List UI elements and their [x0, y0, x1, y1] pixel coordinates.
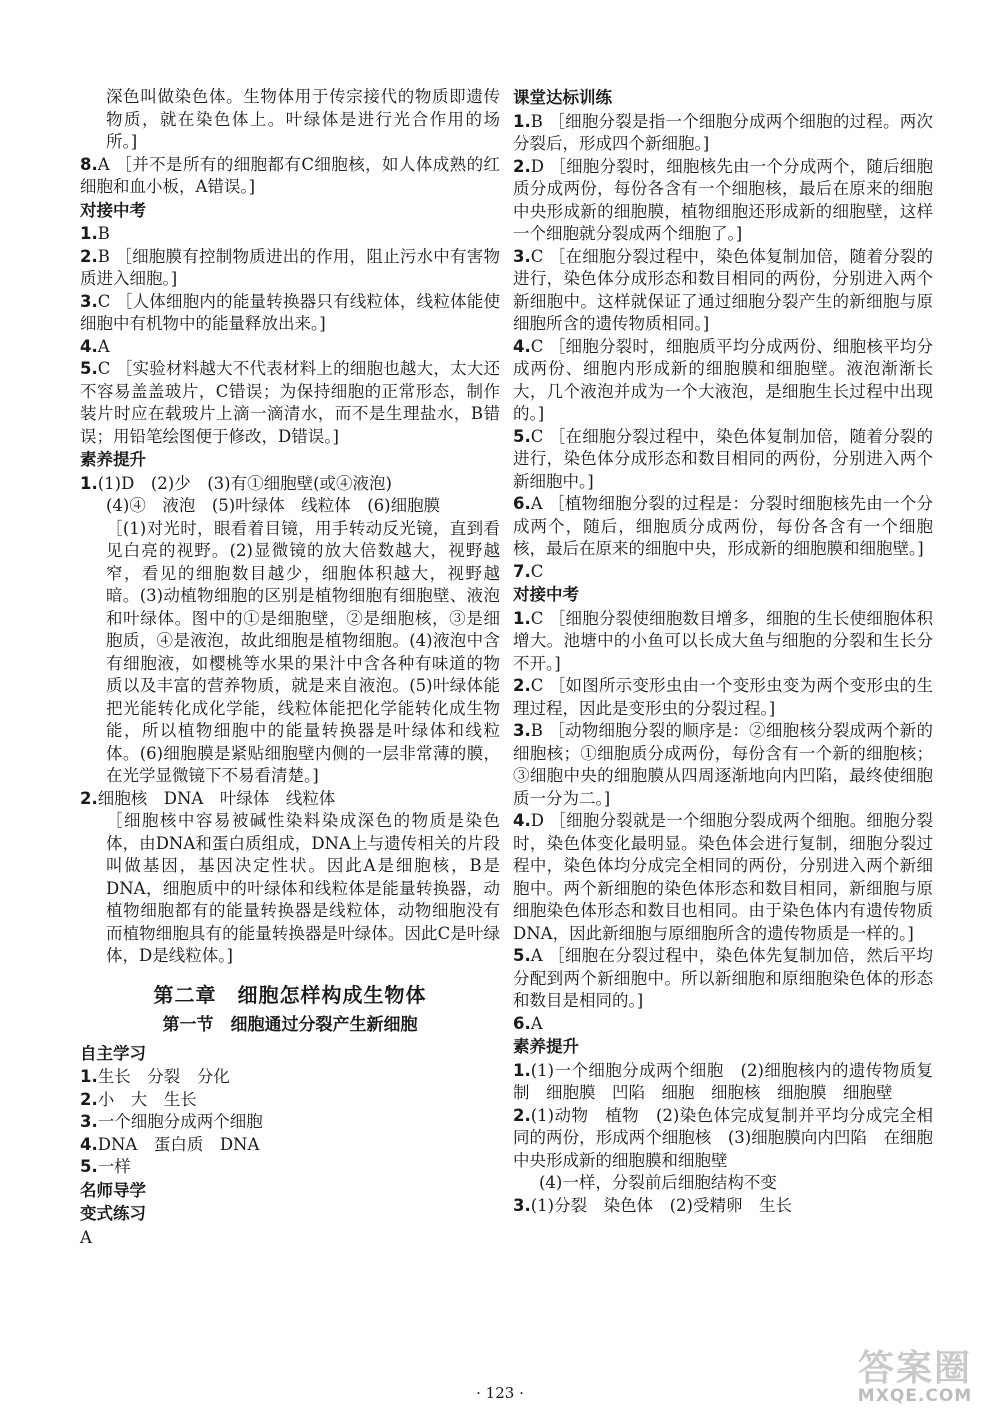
answer-d-6: [513, 1013, 933, 1036]
answer-zz-5: [80, 1156, 500, 1179]
answer-text: D ［细胞分裂就是一个细胞分裂成两个细胞。细胞分裂时，染色体变化最明显。染色体会进行复制，细胞分裂过程中，染色体均分成完全相同的两份，分别进入两个新细胞中。两个新细胞的染色体形态和数目相同，新细胞与原细胞染色体形态和数目也相同。由于染色体内有遗传物质DNA，因此新细胞与原细胞所含的遗传物质是一样的。]: [513, 811, 933, 943]
heading-bianshi-lianxi: 变式练习: [80, 1204, 146, 1223]
answer-8: [80, 154, 500, 199]
answer-number: 3.: [80, 1112, 98, 1131]
answer-text: C ［人体细胞内的能量转换器只有线粒体，线粒体能使细胞中有机物中的能量释放出来。]: [80, 291, 500, 333]
answer-text: C ［细胞分裂时，细胞质平均分成两份、细胞核平均分成两份、细胞内形成新的细胞膜和细胞壁。液泡渐渐长大，几个液泡并成为一个大液泡，是细胞生长过程中出现的。]: [513, 336, 933, 423]
answer-sy-1: [80, 473, 500, 496]
answer-s-1: [513, 1060, 933, 1105]
answer-sy-1-explanation: ［(1)对光时，眼看着目镜，用手转动反光镜，直到看见白亮的视野。(2)显微镜的放大倍数越大，视野越窄，看见的细胞数目越少，细胞体积越大，视野越暗。(3)动植物细胞的区别是植物细胞有细胞壁、液泡和叶绿体。图中的①是细胞壁，②是细胞核，③是细胞质，④是液泡，故此细胞是植物细胞。(4)液泡中含有细胞液，如樱桃等水果的果汁中含各种有味道的物质以及丰富的营养物质，就是来自液泡。(5)叶绿体能把光能转化成化学能，线粒体能把化学能转化成生物能，所以植物细胞中的能量转换器是叶绿体和线粒体。(6)细胞膜是紧贴细胞壁内侧的一层非常薄的膜，在光学显微镜下不易看清楚。]: [106, 518, 500, 785]
answer-number: 3.: [513, 1195, 531, 1215]
answer-text: 小 大 生长: [97, 1089, 197, 1109]
answer-sy-2-explanation: ［细胞核中容易被碱性染料染成深色的物质是染色体，由DNA和蛋白质组成，DNA上与遗传相关的片段叫做基因，基因决定性状。因此A是细胞核，B是DNA，细胞质中的叶绿体和线粒体是能量转换器，动植物细胞都有的能量转换器是线粒体，动物细胞没有而植物细胞具有的能量转换器是叶绿体。因此C是叶绿体，D是线粒体。]: [106, 811, 500, 965]
page-number: · 123 ·: [476, 1384, 524, 1402]
answer-zz-3: [80, 1111, 500, 1134]
answer-s-3: [513, 1195, 933, 1218]
answer-d-5: [513, 945, 933, 1013]
answer-text: (1)一个细胞分成两个细胞 (2)细胞核内的遗传物质复制 细胞膜 凹陷 细胞 细胞核 细胞膜 细胞壁: [513, 1060, 933, 1102]
answer-zz-2: [80, 1089, 500, 1112]
heading-duijie-zhongkao: 对接中考: [80, 200, 146, 220]
answer-text: C ［在细胞分裂过程中，染色体复制加倍，随着分裂的进行，染色体分成形态和数目相同的两份，分别进入两个新细胞中。这样就保证了通过细胞分裂产生的新细胞与原细胞所含的遗传物质相同。]: [513, 246, 933, 333]
answer-text: (1)动物 植物 (2)染色体完成复制并平均分成完全相同的两份，形成两个细胞核 (3)细胞膜向内凹陷 在细胞中央形成新的细胞膜和细胞壁: [513, 1105, 933, 1170]
answer-text: D ［细胞分裂时，细胞核先由一个分成两个，随后细胞质分成两份，每份各含有一个细胞核，最后在原来的细胞中央形成新的细胞膜，植物细胞还形成新的细胞壁，这样一个细胞就分裂成两个细胞了。]: [513, 156, 933, 243]
answer-number: 8.: [80, 154, 98, 174]
answer-number: 1.: [80, 1067, 98, 1086]
heading-zizhu-xuexi: 自主学习: [80, 1043, 146, 1063]
answer-number: 5.: [513, 946, 531, 965]
answer-number: 4.: [513, 811, 531, 830]
heading-suyang-tisheng: 素养提升: [513, 1037, 579, 1056]
answer-number: 6.: [513, 494, 531, 513]
answer-number: 4.: [80, 336, 98, 356]
answer-dj-2: [80, 246, 500, 291]
answer-number: 1.: [80, 224, 98, 243]
answer-s-2-line2: (4)一样，分裂前后细胞结构不变: [539, 1173, 777, 1192]
answer-k-6: [513, 493, 933, 561]
answer-s-2: [513, 1105, 933, 1173]
answer-number: 1.: [513, 608, 531, 628]
answer-text: C ［在细胞分裂过程中，染色体复制加倍，随着分裂的进行，染色体分成形态和数目相同的两份，分别进入两个新细胞中。]: [513, 426, 933, 491]
chapter-title: 第二章 细胞怎样构成生物体: [153, 982, 427, 1007]
answer-text: A ［细胞在分裂过程中，染色体先复制加倍，然后平均分配到两个新细胞中。所以新细胞和原细胞染色体的形态和数目是相同的。]: [513, 946, 933, 1010]
answer-number: 2.: [513, 1105, 531, 1125]
right-column: [513, 86, 933, 1217]
answer-number: 5.: [513, 426, 531, 446]
answer-number: 3.: [513, 721, 531, 740]
answer-text: B ［动物细胞分裂的顺序是：②细胞核分裂成两个新的细胞核；①细胞质分成两份，每份含有一个新的细胞核；③细胞中央的细胞膜从四周逐渐地向内凹陷，最终使细胞质一分为二。]: [513, 721, 933, 808]
section-title: 第一节 细胞通过分裂产生新细胞: [162, 1015, 418, 1035]
watermark-domain: MXQE.COM: [857, 1386, 973, 1406]
answer-text: (1)分裂 染色体 (2)受精卵 生长: [530, 1195, 792, 1215]
answer-dj-1: [80, 223, 500, 246]
answer-number: 2.: [80, 1089, 98, 1109]
answer-number: 1.: [513, 111, 531, 131]
answer-text: C ［实验材料越大不代表材料上的细胞也越大，太大还不容易盖盖玻片，C错误；为保持细胞的正常形态，制作装片时应在载玻片上滴一滴清水，而不是生理盐水，B错误；用铅笔绘图便于修改，D错误。]: [80, 359, 500, 446]
answer-number: 7.: [513, 561, 531, 581]
answer-text: C: [530, 561, 544, 581]
heading-mingshi-daoxue: 名师导学: [80, 1180, 146, 1200]
answer-number: 2.: [80, 788, 98, 808]
answer-number: 2.: [80, 246, 98, 266]
answer-k-4: [513, 336, 933, 426]
heading-suyang-tisheng: 素养提升: [80, 450, 146, 469]
answer-d-3: [513, 720, 933, 810]
answer-text: A: [97, 336, 110, 356]
answer-dj-5: [80, 358, 500, 448]
answer-number: 5.: [80, 359, 98, 378]
answer-number: 2.: [513, 676, 531, 695]
answer-number: 4.: [513, 336, 531, 356]
answer-d-2: [513, 675, 933, 720]
answer-k-7: [513, 561, 933, 584]
answer-dj-3: [80, 291, 500, 336]
answer-text: DNA 蛋白质 DNA: [97, 1134, 260, 1154]
watermark-text: 答案圈: [857, 1348, 972, 1389]
answer-text: A: [530, 1013, 543, 1033]
answer-text: (1)D (2)少 (3)有①细胞壁(或④液泡): [97, 473, 392, 493]
answer-text: 一个细胞分成两个细胞: [97, 1112, 263, 1131]
watermark-logo: [840, 1340, 990, 1410]
answer-text: 细胞核 DNA 叶绿体 线粒体: [97, 788, 336, 808]
answer-number: 4.: [80, 1134, 98, 1154]
answer-zz-4: [80, 1134, 500, 1157]
answer-bianshi: A: [80, 1227, 92, 1247]
answer-text: B ［细胞膜有控制物质进出的作用，阻止污水中有害物质进入细胞。]: [80, 246, 500, 288]
heading-duijie-zhongkao: 对接中考: [513, 585, 579, 604]
answer-number: 1.: [80, 473, 98, 493]
answer-number: 1.: [513, 1060, 531, 1080]
answer-number: 2.: [513, 156, 531, 176]
answer-number: 3.: [513, 246, 531, 266]
answer-text: C ［细胞分裂使细胞数目增多，细胞的生长使细胞体积增大。池塘中的小鱼可以长成大鱼与细胞的分裂和生长分不开。]: [513, 608, 933, 673]
heading-ketang-dabiao: 课堂达标训练: [513, 88, 612, 107]
answer-d-4: [513, 810, 933, 945]
answer-text: 生长 分裂 分化: [97, 1067, 230, 1086]
answer-text: B: [97, 224, 110, 243]
answer-text: A ［植物细胞分裂的过程是：分裂时细胞核先由一个分成两个，随后，细胞质分成两份，每份各含有一个细胞核，最后在原来的细胞中央，形成新的细胞膜和细胞壁。]: [513, 494, 933, 558]
answer-sy-1-line2: (4)④ 液泡 (5)叶绿体 线粒体 (6)细胞膜: [106, 496, 441, 515]
answer-text: B ［细胞分裂是指一个细胞分成两个细胞的过程。两次分裂后，形成四个新细胞。]: [513, 111, 933, 153]
answer-text: A ［并不是所有的细胞都有C细胞核，如人体成熟的红细胞和血小板，A错误。]: [80, 154, 500, 196]
answer-k-3: [513, 246, 933, 336]
answer-k-2: [513, 156, 933, 246]
answer-number: 3.: [80, 291, 98, 311]
answer-k-5: [513, 426, 933, 494]
answer-k-1: [513, 111, 933, 156]
answer-d-1: [513, 608, 933, 676]
answer-number: 6.: [513, 1013, 531, 1033]
answer-number: 5.: [80, 1157, 98, 1176]
answer-text: C ［如图所示变形虫由一个变形虫变为两个变形虫的生理过程，因此是变形虫的分裂过程。]: [513, 676, 933, 718]
answer-zz-1: [80, 1066, 500, 1089]
answer-text: 一样: [97, 1157, 131, 1176]
left-column: [80, 86, 500, 1249]
answer-sy-2: [80, 788, 500, 811]
answer-dj-4: [80, 336, 500, 359]
q7-continuation: 深色叫做染色体。生物体用于传宗接代的物质即遗传物质，就在染色体上。叶绿体是进行光合作用的场所。]: [106, 87, 500, 151]
